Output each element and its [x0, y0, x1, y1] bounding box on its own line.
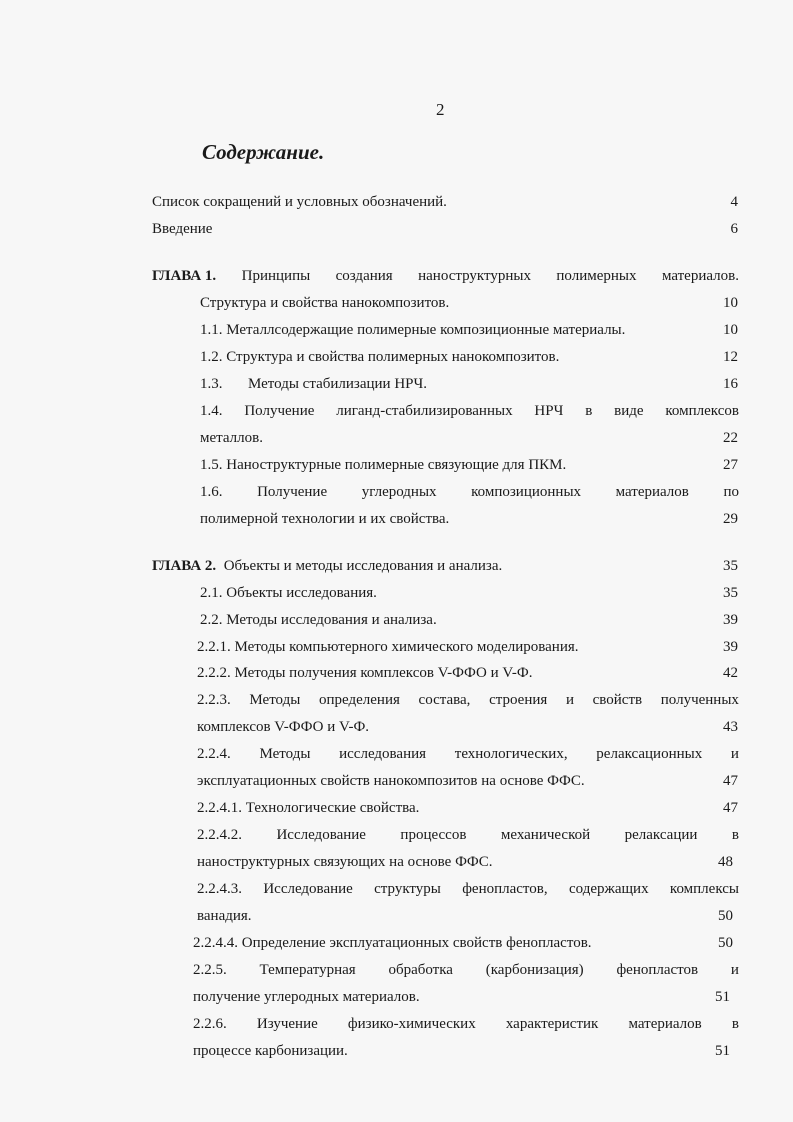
toc-entry-abbreviations: Список сокращений и условных обозначений. — [152, 194, 447, 210]
toc-entry-1-1: 1.1. Металлсодержащие полимерные композиционные материалы. — [200, 322, 626, 338]
entry-word: процессов — [400, 827, 467, 843]
chapter-label: ГЛАВА 1. — [152, 268, 217, 284]
toc-entry-2-2-4 — [197, 744, 739, 764]
toc-page: 35 — [723, 585, 738, 601]
toc-entry-2-1: 2.1. Объекты исследования. — [200, 585, 377, 601]
toc-page: 12 — [723, 349, 738, 365]
toc-page: 29 — [723, 511, 738, 527]
entry-word: Методы — [259, 746, 311, 762]
chapter-label: ГЛАВА 2. — [152, 558, 217, 574]
entry-word: комплексов — [665, 403, 739, 419]
toc-page: 16 — [723, 376, 738, 392]
toc-entry-2-2-4-2-line2: наноструктурных связующих на основе ФФС. — [197, 854, 493, 870]
entry-word: 2.2.4.2. — [197, 827, 242, 843]
heading-word: полимерных — [556, 268, 637, 284]
entry-word: по — [723, 484, 739, 500]
entry-word: композиционных — [471, 484, 582, 500]
entry-word: обработка — [388, 962, 453, 978]
entry-word: релаксации — [624, 827, 698, 843]
toc-page: 27 — [723, 457, 738, 473]
entry-word: в — [731, 827, 739, 843]
entry-word: углеродных — [361, 484, 437, 500]
toc-entry-1-6 — [200, 482, 739, 502]
toc-page: 10 — [723, 295, 738, 311]
toc-chapter-1-heading-line2: Структура и свойства нанокомпозитов. — [200, 295, 450, 311]
toc-page: 50 — [718, 908, 733, 924]
toc-page: 39 — [723, 612, 738, 628]
chapter-title: Объекты и методы исследования и анализа. — [223, 558, 503, 574]
toc-entry-1-5: 1.5. Наноструктурные полимерные связующие для ПКМ. — [200, 457, 567, 473]
page-title: Содержание. — [202, 140, 325, 164]
entry-word: фенопластов, — [462, 881, 548, 897]
entry-word: лиганд-стабилизированных — [336, 403, 513, 419]
entry-word: Получение — [244, 403, 315, 419]
toc-entry-2-2-6-line2: процессе карбонизации. — [193, 1043, 348, 1059]
toc-page: 10 — [723, 322, 738, 338]
entry-word: Получение — [257, 484, 328, 500]
entry-word: НРЧ — [534, 403, 564, 419]
entry-word: материалов — [628, 1016, 702, 1032]
entry-word: в — [731, 1016, 739, 1032]
entry-word: Исследование — [263, 881, 353, 897]
toc-page: 50 — [718, 935, 733, 951]
toc-entry-introduction: Введение — [152, 221, 213, 237]
toc-page: 35 — [723, 558, 738, 574]
toc-entry-1-4 — [200, 401, 739, 421]
toc-entry-1-6-line2: полимерной технологии и их свойства. — [200, 511, 450, 527]
entry-word: 1.4. — [200, 403, 223, 419]
toc-entry-2-2-4-4: 2.2.4.4. Определение эксплуатационных свойств фенопластов. — [193, 935, 592, 951]
toc-page: 51 — [715, 989, 730, 1005]
entry-word: структуры — [374, 881, 441, 897]
toc-entry-2-2-2: 2.2.2. Методы получения комплексов V-ФФО и V-Ф. — [197, 665, 533, 681]
page-number: 2 — [436, 100, 445, 119]
toc-page: 47 — [723, 773, 738, 789]
toc-entry-1-2: 1.2. Структура и свойства полимерных нанокомпозитов. — [200, 349, 560, 365]
entry-word: 2.2.4.3. — [197, 881, 242, 897]
entry-word: и — [730, 962, 739, 978]
entry-word: 2.2.6. — [193, 1016, 227, 1032]
entry-word: технологических, — [454, 746, 568, 762]
toc-entry-2-2-5 — [193, 960, 739, 980]
toc-entry-2-2-1: 2.2.1. Методы компьютерного химического моделирования. — [197, 639, 579, 655]
entry-word: фенопластов — [616, 962, 699, 978]
toc-entry-2-2-4-3-line2: ванадия. — [197, 908, 252, 924]
toc-page: 47 — [723, 800, 738, 816]
toc-entry-2-2-3 — [197, 690, 739, 710]
entry-word: релаксационных — [596, 746, 703, 762]
entry-word: (карбонизация) — [485, 962, 584, 978]
toc-entry-2-2-4-2 — [197, 825, 739, 845]
entry-word: состава, — [418, 692, 471, 708]
entry-word: и — [730, 746, 739, 762]
entry-word: свойств — [592, 692, 643, 708]
toc-chapter-1-heading — [152, 266, 739, 286]
entry-word: 2.2.4. — [197, 746, 231, 762]
toc-entry-2-2-4-1: 2.2.4.1. Технологические свойства. — [197, 800, 420, 816]
toc-page: 4 — [730, 194, 738, 210]
entry-word: механической — [500, 827, 591, 843]
entry-word: комплексы — [669, 881, 739, 897]
entry-word: содержащих — [568, 881, 649, 897]
entry-word: полученных — [660, 692, 739, 708]
toc-page: 39 — [723, 639, 738, 655]
entry-word: Методы — [249, 692, 301, 708]
entry-word: Температурная — [259, 962, 356, 978]
entry-word: Изучение — [256, 1016, 318, 1032]
toc-entry-2-2: 2.2. Методы исследования и анализа. — [200, 612, 437, 628]
toc-page: 22 — [723, 430, 738, 446]
toc-entry-2-2-6 — [193, 1014, 739, 1034]
entry-word: определения — [319, 692, 400, 708]
entry-word: материалов — [615, 484, 689, 500]
toc-entry-2-2-3-line2: комплексов V-ФФО и V-Ф. — [197, 719, 370, 735]
heading-word: Принципы — [241, 268, 311, 284]
entry-word: в — [585, 403, 593, 419]
entry-word: исследования — [339, 746, 427, 762]
entry-word: характеристик — [505, 1016, 599, 1032]
toc-chapter-2-heading — [152, 556, 502, 576]
entry-word: 2.2.5. — [193, 962, 227, 978]
toc-entry-2-2-5-line2: получение углеродных материалов. — [193, 989, 420, 1005]
entry-word: виде — [614, 403, 644, 419]
entry-word: строения — [489, 692, 548, 708]
toc-entry-1-3: Методы стабилизации НРЧ. — [248, 376, 427, 392]
entry-word: Исследование — [276, 827, 366, 843]
entry-word: и — [565, 692, 574, 708]
toc-page: 42 — [723, 665, 738, 681]
toc-page: 6 — [730, 221, 738, 237]
toc-page: 51 — [715, 1043, 730, 1059]
toc-page: 43 — [723, 719, 738, 735]
heading-word: создания — [335, 268, 393, 284]
entry-word: физико-химических — [347, 1016, 476, 1032]
toc-entry-1-3-number: 1.3. — [200, 376, 223, 392]
toc-entry-2-2-4-3 — [197, 879, 739, 899]
entry-word: 1.6. — [200, 484, 223, 500]
toc-page: 48 — [718, 854, 733, 870]
entry-word: 2.2.3. — [197, 692, 231, 708]
heading-word: материалов. — [661, 268, 739, 284]
toc-entry-2-2-4-line2: эксплуатационных свойств нанокомпозитов на основе ФФС. — [197, 773, 585, 789]
heading-word: наноструктурных — [418, 268, 531, 284]
toc-entry-1-4-line2: металлов. — [200, 430, 263, 446]
